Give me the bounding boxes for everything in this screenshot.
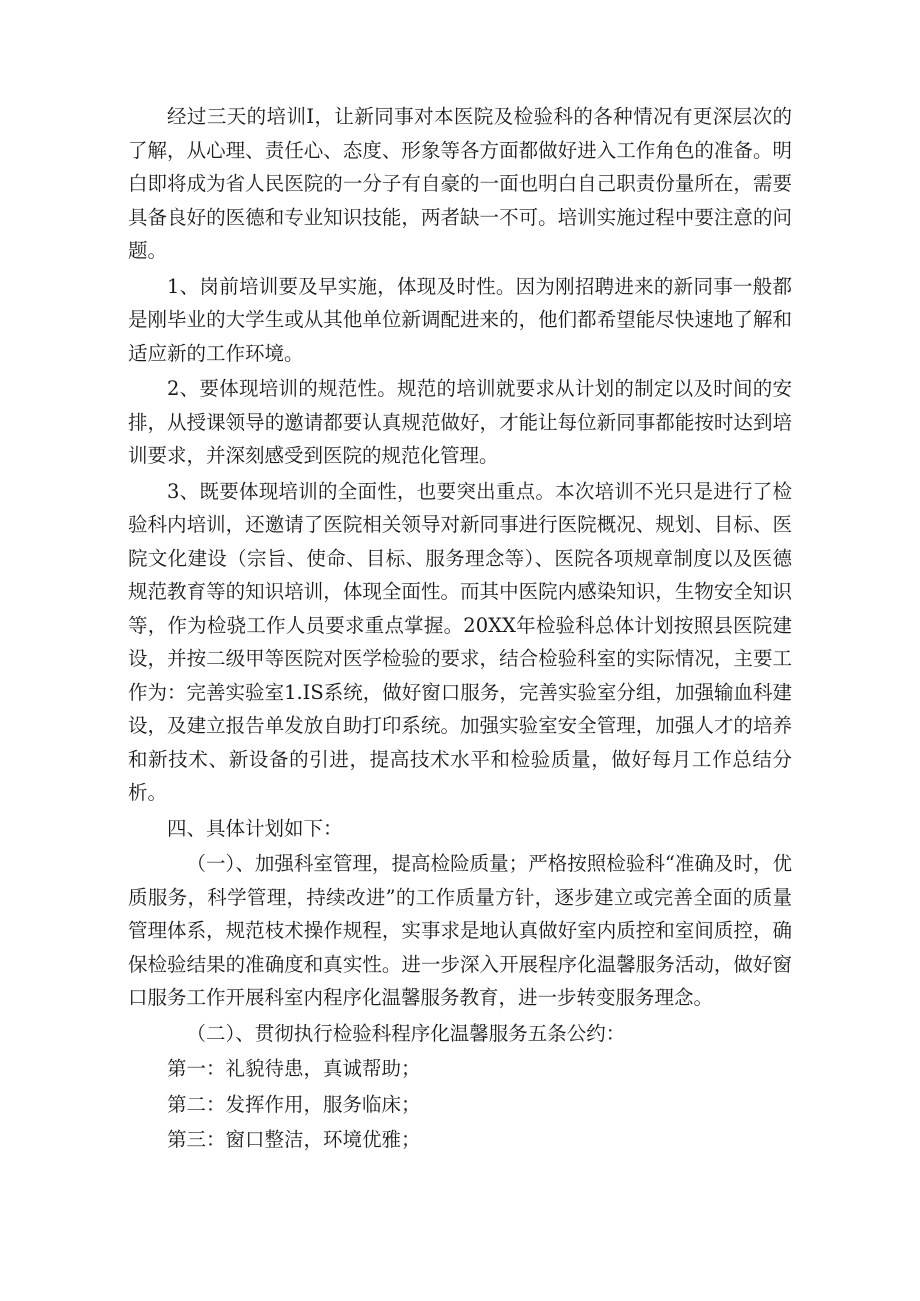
paragraph-item-3: 3、既要体现培训的全面性，也要突出重点。本次培训不光只是进行了检验科内培训，还邀请了医院相关领导对新同事进行医院概况、规划、目标、医院文化建设（宗旨、使命、目标、服务理念等）、医院各项规章制度以及医德规范教育等的知识培训，体现全面性。而其中医院内感染知识，生物安全知识等，作为检骁工作人员要求重点掌握。20XX年检验科总体计划按照县医院建设，并按二级甲等医院对医学检验的要求，结合检验科室的实际情况，主要工作为：完善实验室1.IS系统，做好窗口服务，完善实验室分组，加强输血科建设，及建立报告单发放自助打印系统。加强实验室安全管理，加强人才的培养和新技术、新设备的引进，提高技术水平和检验质量，做好每月工作总结分析。 xyxy=(128,479,792,804)
paragraph-item-1: 1、岗前培训要及早实施，体现及时性。因为刚招聘进来的新同事一般都是刚毕业的大学生或从其他单位新调配进来的，他们都希望能尽快速地了解和适应新的工作环境。 xyxy=(128,274,792,365)
document-page xyxy=(128,100,792,1157)
pledge-item-3: 第三：窗口整洁，环境优雅； xyxy=(167,1128,421,1151)
paragraph-sub-1: （一）、加强科室管理，提高检险质量；严格按照检验科“准确及时，优质服务，科学管理，持续改进”的工作质量方针，逐步建立或完善全面的质量管理体系，规范枝术操作规程，实事求是地认真做好室内质控和室间质控，确保检验结果的准确度和真实性。进一步深入开展程序化温馨服务活动，做好窗口服务工作开展科室内程序化温馨服务教育，进一步转变服务理念。 xyxy=(128,852,792,1009)
pledge-item-2: 第二：发挥作用，服务临床； xyxy=(167,1092,421,1116)
pledge-item-1: 第一：礼貌待患，真诚帮助； xyxy=(167,1057,421,1080)
paragraph-sub-2: （二）、贯彻执行检验科程序化温馨服务五条公约： xyxy=(186,1021,626,1045)
section-heading: 四、具体计划如下： xyxy=(167,816,343,840)
paragraph-intro: 经过三天的培训I，让新同事对本医院及检验科的各种情况有更深层次的了解，从心理、责任心、态度、形象等各方面都做好进入工作角色的准备。明白即将成为省人民医院的一分子有自豪的一面也明白自己职责份量所在，需要具备良好的医德和专业知识技能，两者缺一不可。培训实施过程中要注意的问题。 xyxy=(128,105,792,262)
paragraph-item-2: 2、要体现培训的规范性。规范的培训就要求从计划的制定以及时间的安排，从授课领导的邀请都要认真规范做好，才能让每位新同事都能按时达到培训要求，并深刻感受到医院的规范化管理。 xyxy=(128,377,792,467)
